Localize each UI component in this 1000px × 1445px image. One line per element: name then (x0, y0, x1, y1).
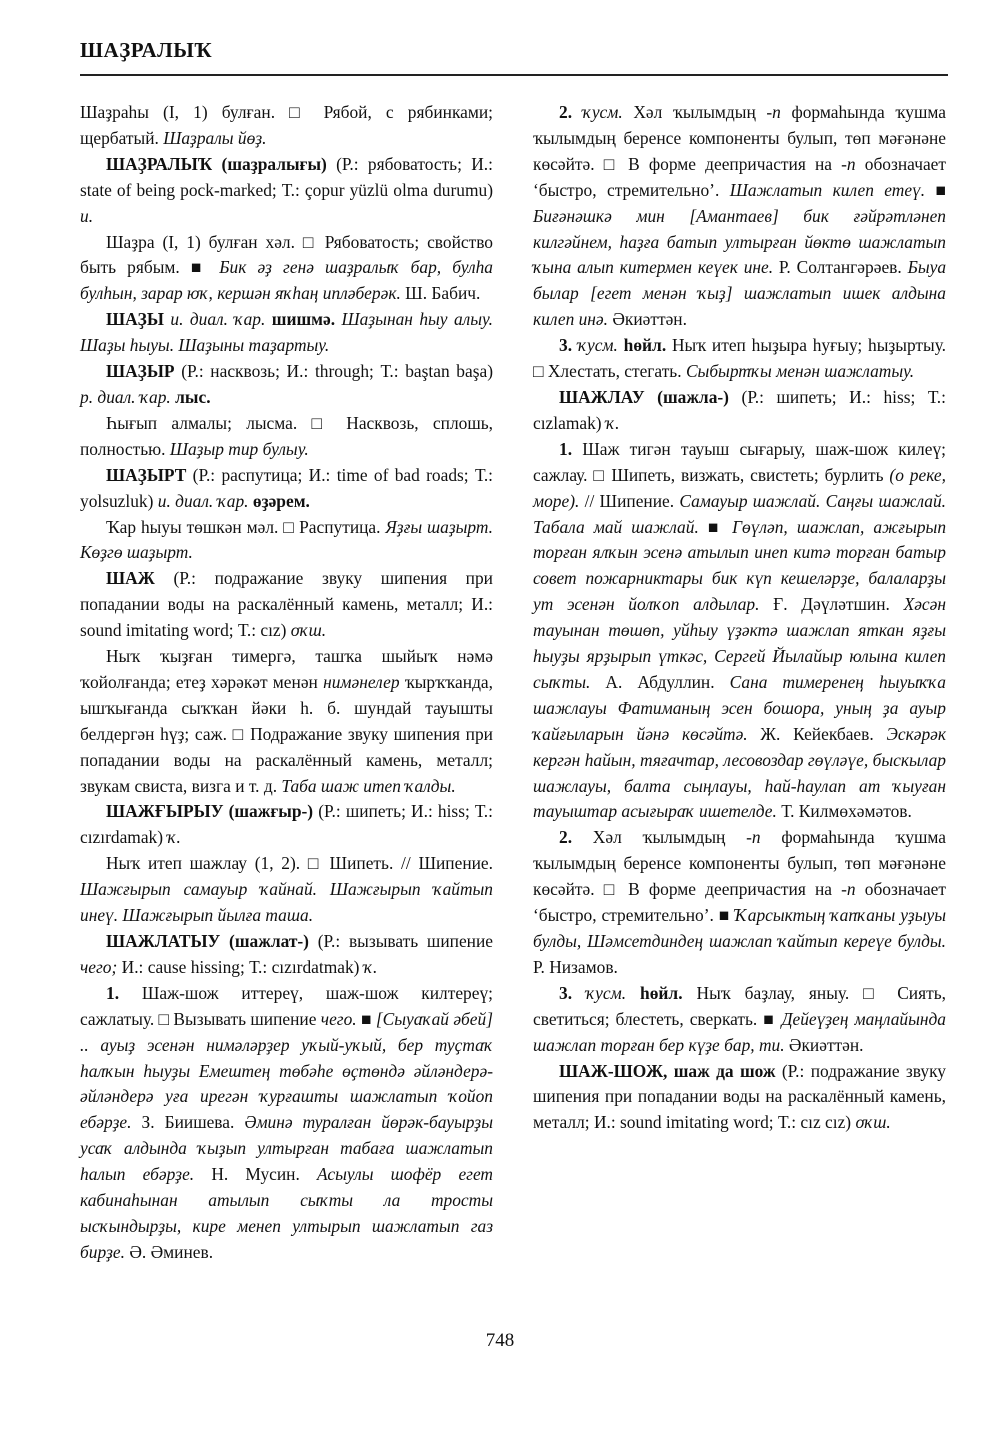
header-rule (80, 74, 948, 76)
entry-paragraph: Шаҙраһы (I, 1) булған. □ Рябой, с рябинками; щербатый. Шаҙралы йөҙ. (80, 102, 493, 148)
left-column (80, 100, 493, 1266)
entry-paragraph: 3. ҡусм. һөйл. Ныҡ баҙлау, яныу. □ Сиять, светиться; блестеть, сверкать. ■ Дейеүҙең маңлайында шажлап торған бер күҙе бар, ти. Әкиәттән. (533, 982, 946, 1055)
entry-paragraph: ШАЖ-ШОЖ, шаж да шож (Р.: подражание звуку шипения при попадании воды на раскалённый камень, металл; И.: sound imitating word; Т.: cız cız) оҡш. (533, 1060, 946, 1133)
entry-paragraph: ШАҘЫ и. диал. ҡар. шишмә. Шаҙынан һыу алыу. Шаҙы һыуы. Шаҙыны таҙартыу. (80, 309, 493, 356)
entry-paragraph: 3. ҡусм. һөйл. Ныҡ итеп һыҙыра һуғыу; һыҙыртыу. □ Хлестать, стегать. Сыбыртҡы менән шажлатыу. (533, 335, 946, 382)
header-title: ШАҘРАЛЫҠ (80, 38, 213, 62)
entry-paragraph: Ныҡ итеп шажлау (1, 2). □ Шипеть. // Шипение. Шажғырып самауыр ҡайнай. Шажғырып ҡайтып инеү. Шажғырып йылға таша. (80, 853, 493, 926)
entry-paragraph: Шаҙра (I, 1) булған хәл. □ Рябоватость; свойство быть рябым. ■ Бик әҙ генә шаҙралыҡ бар, булһа булһын, зарар юҡ, кершән яҡһаң ипләберәк. Ш. Бабич. (80, 231, 493, 304)
entry-paragraph: ШАЖЛАТЫУ (шажлат-) (Р.: вызывать шипение чего; И.: cause hissing; Т.: cızırdatmak) ҡ. (80, 931, 493, 977)
entry-paragraph: ШАЖҒЫРЫУ (шажғыр-) (Р.: шипеть; И.: hiss; Т.: cızırdamak) ҡ. (80, 801, 493, 848)
right-column (533, 100, 946, 1136)
entry-paragraph: Ныҡ ҡыҙған тимергә, ташҡа шыйыҡ нәмә ҡойолғанда; етеҙ хәрәкәт менән нимәнелер ҡырҡҡанда, ышҡығанда сыҡҡан йәки h. б. шундай тауышты белдергән һүҙ; саж. □ Подражание звуку шипения при попадании воды на раскалённый камень, металл; звукам свиста, визга и т. д. Таба шаж итеп ҡалды. (80, 646, 493, 796)
entry-paragraph: ШАЖ (Р.: подражание звуку шипения при попадании воды на раскалённый камень, металл; И.: sound imitating word; Т.: cız) оҡш. (80, 568, 493, 641)
entry-paragraph: Һығып алмалы; лысма. □ Насквозь, сплошь, полностью. Шаҙыр тир булыу. (80, 412, 493, 459)
page-number: 748 (485, 1330, 515, 1351)
entry-paragraph: ШАҘРАЛЫҠ (шаҙралығы) (Р.: рябоватость; И.: state of being pock-marked; Т.: çopur yüzlü olma durumu) и. (80, 153, 493, 226)
entry-paragraph: Ҡар һыуы төшкән мәл. □ Распутица. Яҙғы шаҙырт. Көҙгө шаҙырт. (80, 516, 493, 563)
entry-paragraph: ШАҘЫР (Р.: насквозь; И.: through; Т.: baştan başa) р. диал. ҡар. лыс. (80, 361, 493, 407)
running-header (80, 38, 948, 63)
entry-paragraph: 2. Хәл ҡылымдың -п формаһында ҡушма ҡылымдың беренсе компоненты булып, төп мәғәнәне көсәйтә. □ В форме деепричастия на -п обозначает ‘быстро, стремительно’. ■ Ҡарсыктың ҡапҡаны уҙыуы булды, Шәмсетдиндең шажлап ҡайтып кереүе булды. Р. Низамов. (533, 827, 947, 977)
entry-paragraph: ШАҘЫРТ (Р.: распутица; И.: time of bad roads; Т.: yolsuzluk) и. диал. ҡар. өҙәрем. (80, 464, 493, 511)
entry-paragraph: 2. ҡусм. Хәл ҡылымдың -п формаһында ҡушма ҡылымдың беренсе компоненты булып, төп мәғәнәне көсәйтә. □ В форме деепричастия на -п обозначает ‘быстро, стремительно’. Шажлатып килеп етеү. ■ Биғәнәшкә мин [Амантаев] бик ғәйрәтләнеп килгәйнем, һаҙға батып ултырған йөктө шажлатып ҡына алып китермен кеүек ине. Р. Солтангәрәев. Быуа былар [егет менән ҡыҙ] шажлатып ишек алдына килеп инә. Әкиәттән. (533, 102, 947, 330)
entry-paragraph: 1. Шаж тигән тауыш сығарыу, шаж-шож килеү; сажлау. □ Шипеть, визжать, свистеть; бурлить (о реке, море). // Шипение. Самауыр шажлай. Саңғы шажлай. Табала май шажлай. ■ Гөүләп, шажлап, ажғырып торған ялҡын эсенә атылып инеп китә торған батыр совет пожарниктары бик күп кешеләрҙе, балаларҙы ут эсенән йолҡоп алдылар. Ғ. Дәүләтшин. Хәсән тауынан төшөп, уйһыу үҙәктә шажлап яткан яҙғы һыуҙы ярҙырып үткәс, Сергей Йылайыр юлына килеп сыҡты. А. Абдуллин. Сана тимеренең һыуыҡҡа шажлауы Фатиманың эсен бошора, уның ҙа ауыр ҡайғыларын йәнә көсәйтә. Ж. Кейекбаев. Эскәрәк кергән һайын, тяғачтар, лесовоздар гөүләүе, быскылар шажлауы, балта сыңлауы, һай-һаулап ат ҡыуған тауыштар асығыраҡ ишетелде. Т. Килмөхәмәтов. (533, 438, 947, 822)
entry-paragraph: 1. Шаж-шож иттереү, шаж-шож килтереү; сажлатыу. □ Вызывать шипение чего. ■ [Сыуаҡай әбей] .. ауыҙ эсенән нимәләрҙер уҡый-уҡый, бер туҫтаҡ һалҡын һыуҙы Емештең төбәһе өҫтөндә әйләндерә-әйләндерә уға ирегән ҡурғашты шажлатып ҡойоп ебәрҙе. З. Биишева. Әминә туралған йөрәк-бауырҙы усаҡ алдында ҡыҙып ултырған табаға шажлатып һалып ебәрҙе. Н. Мусин. Асыулы шофёр егет кабинаһынан атылып сыҡты ла тросты ысҡындырҙы, кире менеп ултырып шажлатып газ бирҙе. Ә. Әминев. (80, 982, 493, 1262)
entry-paragraph: ШАЖЛАУ (шажла-) (Р.: шипеть; И.: hiss; Т.: cızlamak) ҡ. (533, 386, 946, 433)
